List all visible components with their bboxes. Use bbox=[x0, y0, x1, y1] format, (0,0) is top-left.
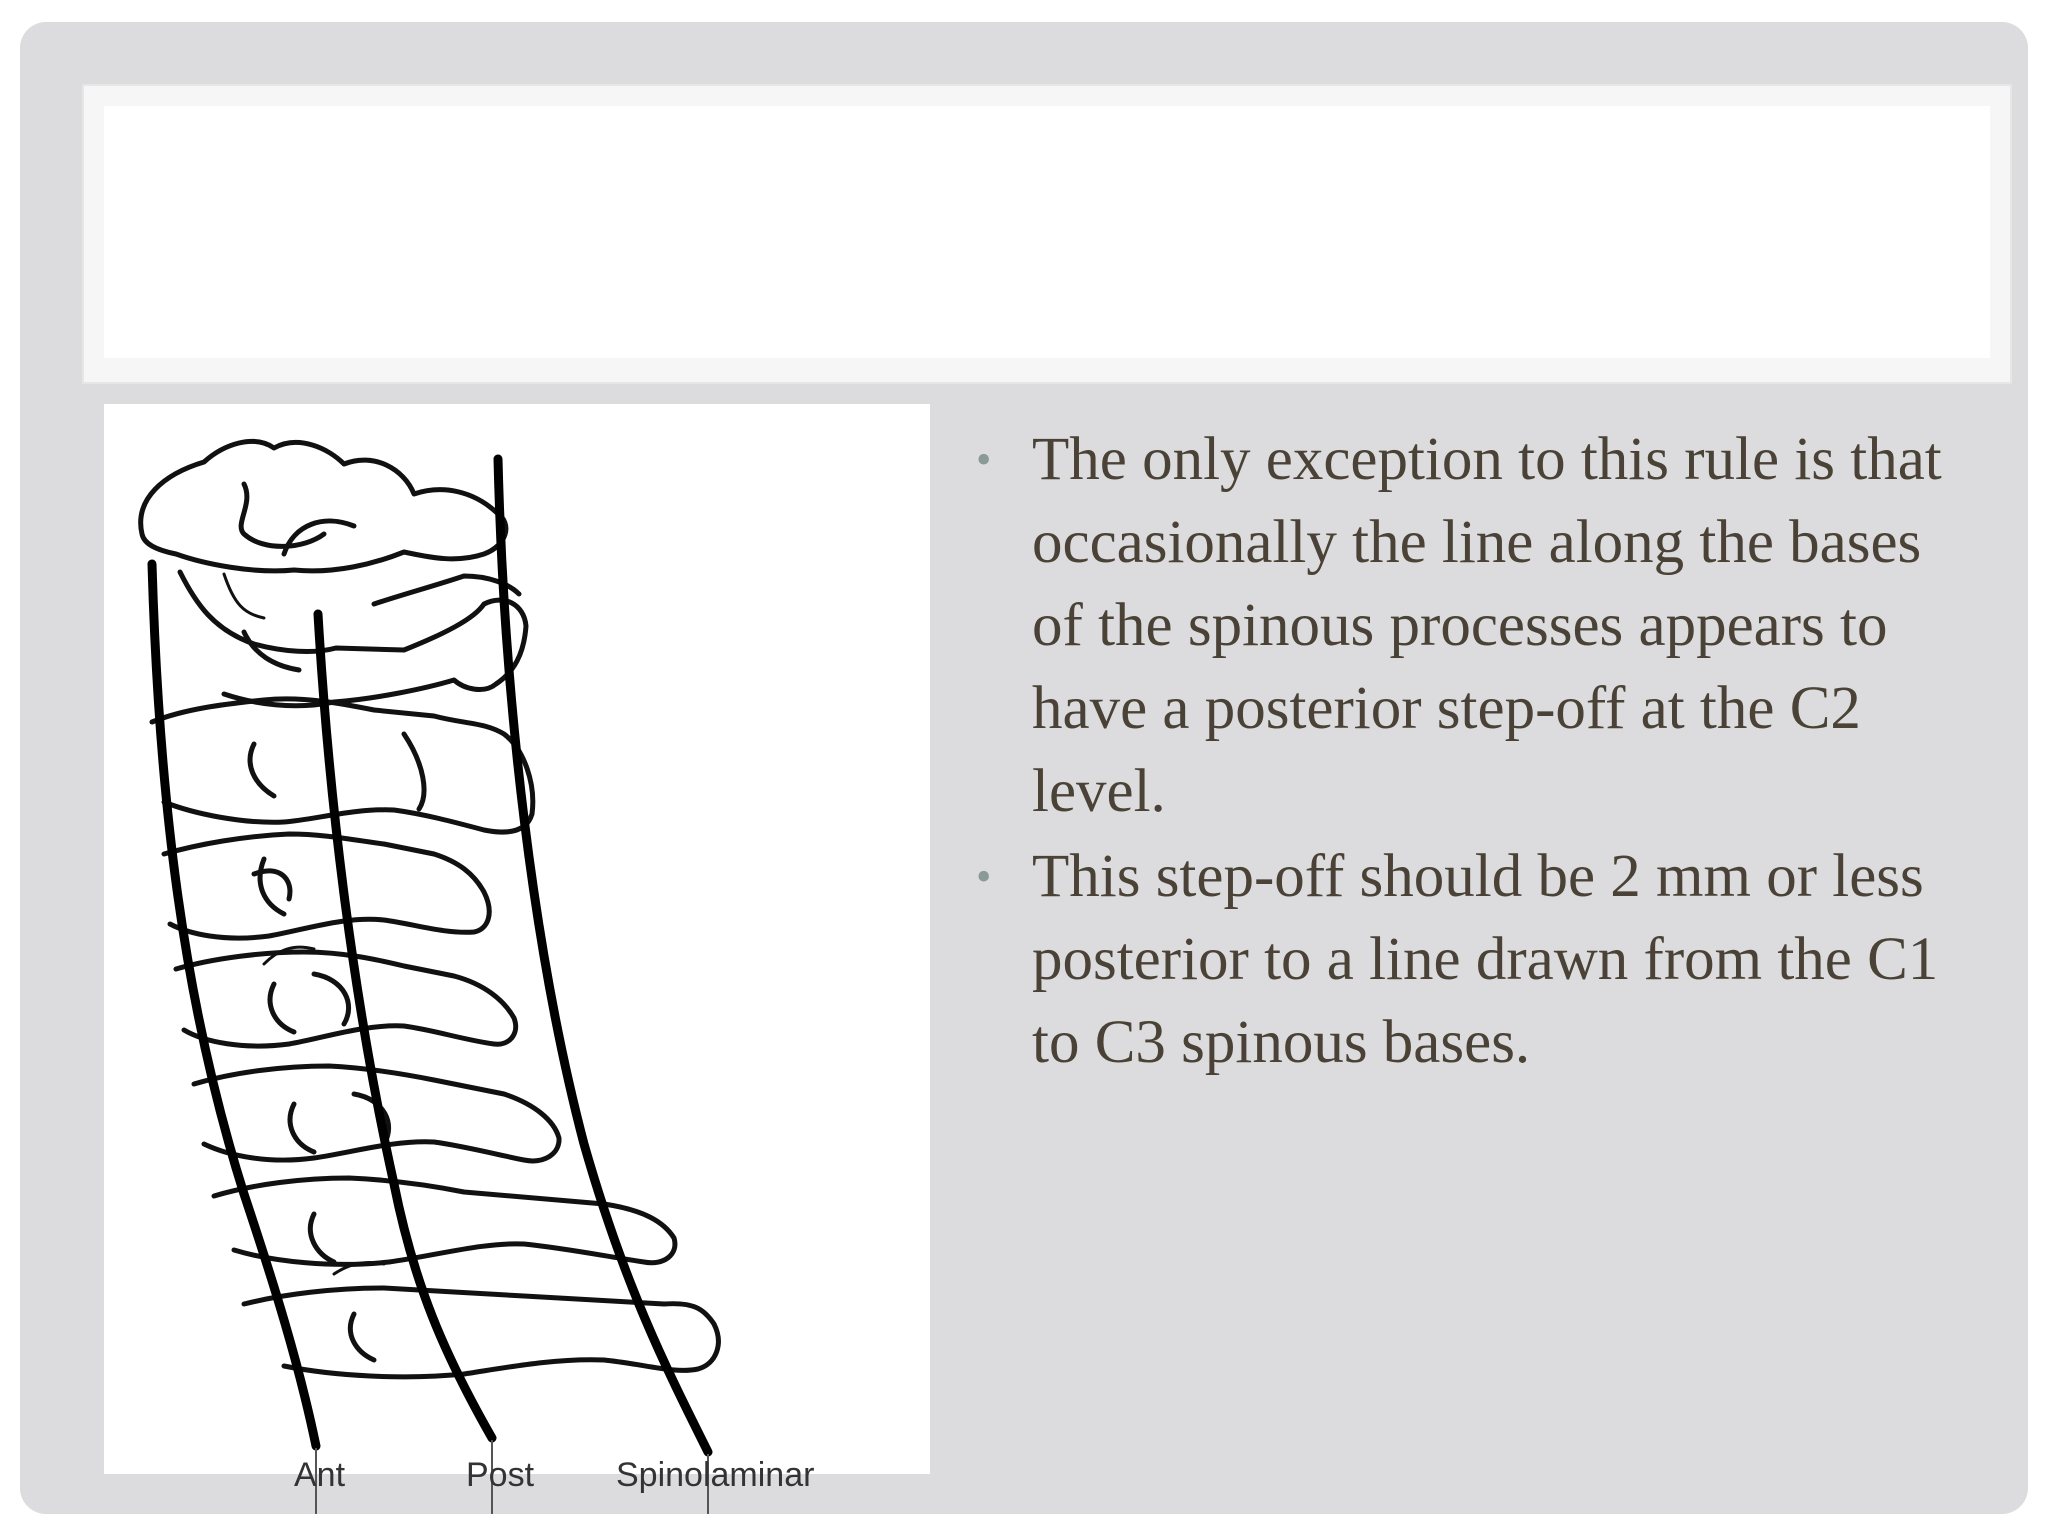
bullet-dot-icon: • bbox=[976, 852, 992, 901]
bullet-dot-icon: • bbox=[976, 435, 992, 484]
cervical-spine-figure bbox=[104, 404, 930, 1494]
bullet-item bbox=[976, 835, 1986, 1084]
bullet-text: The only exception to this rule is that occasionally the line along the bases of the spinous processes appears to have a posterior step-off at the C2 level. bbox=[1032, 426, 1942, 825]
bullet-item bbox=[976, 418, 1986, 833]
label-post: Post bbox=[466, 1456, 535, 1494]
label-ant: Ant bbox=[294, 1456, 346, 1494]
slide-title bbox=[104, 106, 1990, 358]
bullet-list bbox=[976, 418, 1986, 1086]
slide-background bbox=[20, 22, 2028, 1514]
title-placeholder bbox=[82, 84, 2012, 384]
bullet-text: This step-off should be 2 mm or less posterior to a line drawn from the C1 to C3 spinous bases. bbox=[1032, 843, 1939, 1076]
label-spinolaminar: Spinolaminar bbox=[616, 1456, 815, 1494]
cervical-spine-diagram bbox=[104, 404, 930, 1494]
